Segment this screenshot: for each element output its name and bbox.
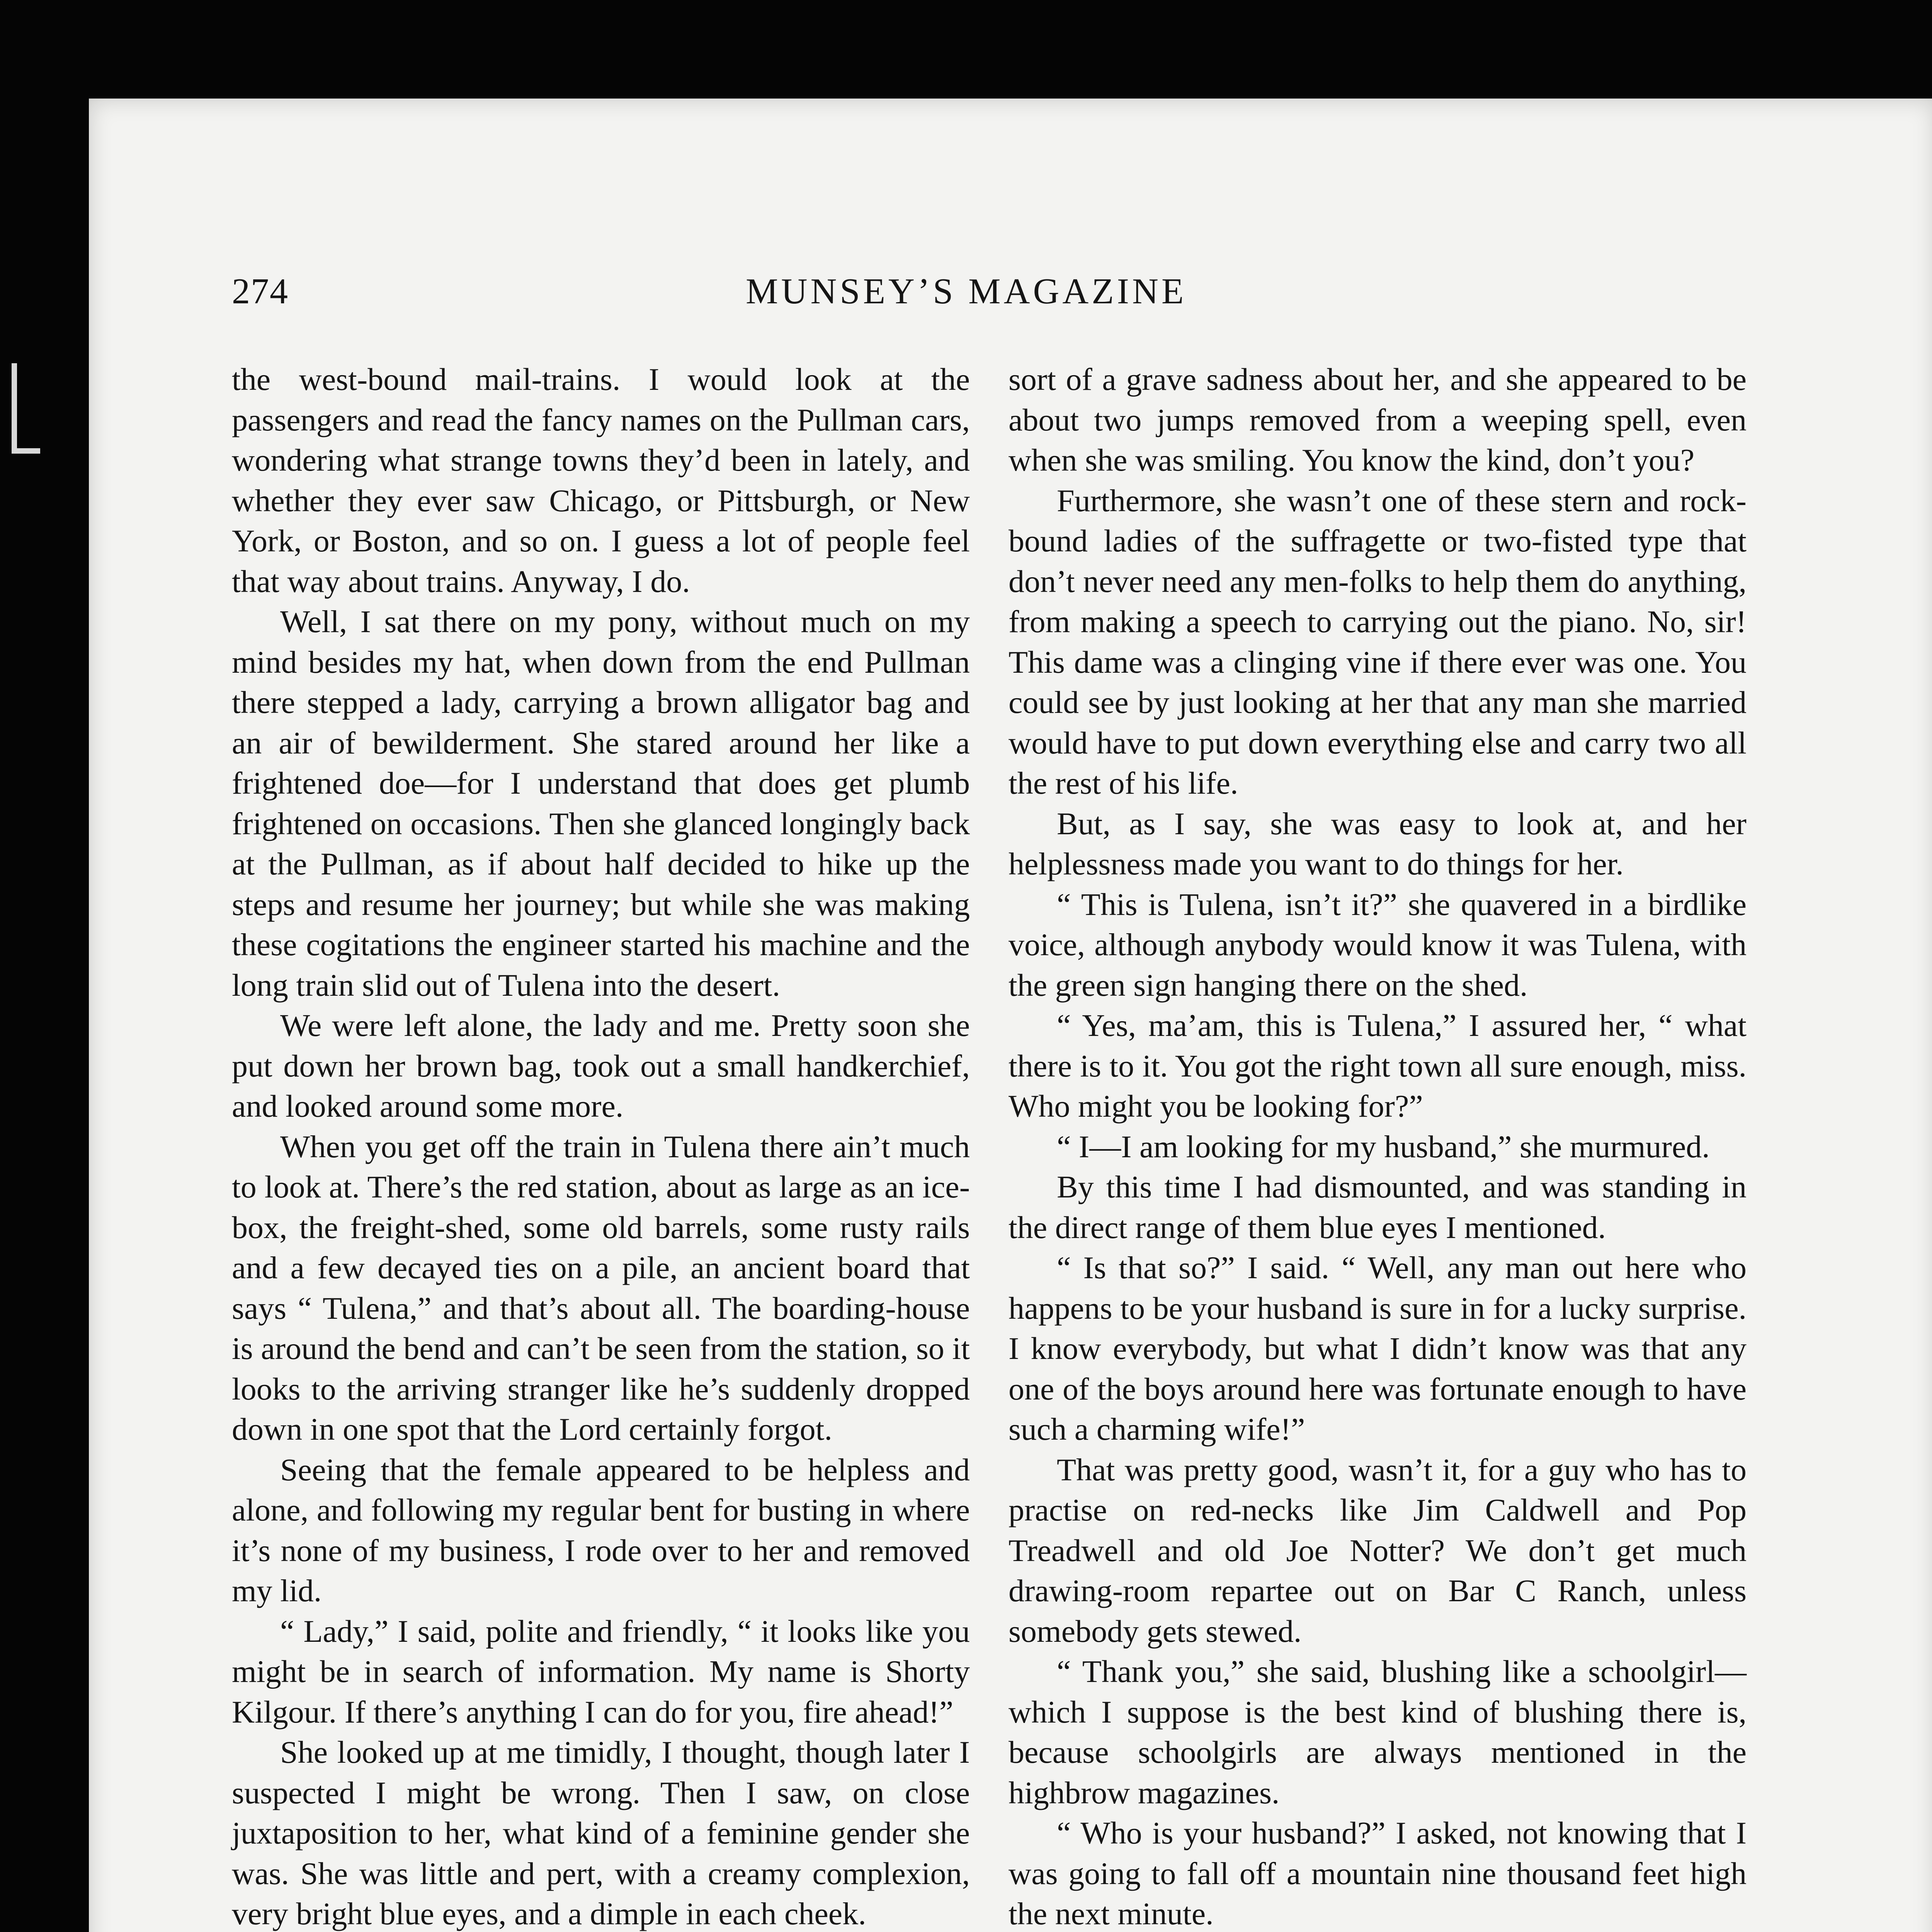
paragraph: She looked up at me timidly, I thought, though later I suspected I might be wrong. Then I saw, on close juxtaposition to her, what kind of a feminine gender she was. She was little and pert, with a creamy complexion, very bright blue eyes, and a dimple in each cheek. <box>232 1735 970 1931</box>
paragraph: “ Is that so?” I said. “ Well, any man out here who happens to be your husband is sure in for a lucky surprise. I know everybody, but what I didn’t know was that any one of the boys around here was fortunate enough to have such a charming wife!” <box>1009 1250 1747 1447</box>
paragraph: “ Yes, ma’am, this is Tulena,” I assured her, “ what there is to it. You got the right town all sure enough, miss. Who might you be looking for?” <box>1009 1008 1747 1124</box>
paragraph: But, as I say, she was easy to look at, and her helplessness made you want to do things for her. <box>1009 806 1747 881</box>
paragraph: “ Lady,” I said, polite and friendly, “ it looks like you might be in search of information. My name is Shorty Kilgour. If there’s anything I can do for you, fire ahead!” <box>232 1613 970 1730</box>
paragraph: Seeing that the female appeared to be helpless and alone, and following my regular bent for busting in where it’s none of my business, I rode over to her and removed my lid. <box>232 1452 970 1608</box>
paragraph: “ Thank you,” she said, blushing like a schoolgirl—which I suppose is the best kind of blushing there is, because schoolgirls are always mentioned in the highbrow magazines. <box>1009 1654 1747 1810</box>
left-text-column <box>232 359 970 1932</box>
paragraph: “ Who is your husband?” I asked, not knowing that I was going to fall off a mountain nine thousand feet high the next minute. <box>1009 1815 1747 1931</box>
page-number: 274 <box>232 271 289 311</box>
magazine-title: MUNSEY’S MAGAZINE <box>746 271 1187 311</box>
right-text-column <box>1009 359 1747 1932</box>
scan-edge-mark <box>12 363 40 454</box>
paragraph: That was pretty good, wasn’t it, for a guy who has to practise on red-necks like Jim Caldwell and Pop Treadwell and old Joe Notter? We don’t get much drawing-room repartee out on Bar C Ranch, unless somebody gets stewed. <box>1009 1452 1747 1649</box>
paragraph: We were left alone, the lady and me. Pretty soon she put down her brown bag, took out a small handkerchief, and looked around some more. <box>232 1008 970 1124</box>
paragraph: the west-bound mail-trains. I would look at the passengers and read the fancy names on the Pullman cars, wondering what strange towns they’d been in lately, and whether they ever saw Chicago, or Pittsburgh, or New York, or Boston, and so on. I guess a lot of people feel that way about trains. Anyway, I do. <box>232 362 970 599</box>
paragraph: When you get off the train in Tulena there ain’t much to look at. There’s the red station, about as large as an ice-box, the freight-shed, some old barrels, some rusty rails and a few decayed ties on a pile, an ancient board that says “ Tulena,” and that’s about all. The boarding-house is around the bend and can’t be seen from the station, so it looks to the arriving stranger like he’s suddenly dropped down in one spot that the Lord certainly forgot. <box>232 1129 970 1447</box>
paragraph: By this time I had dismounted, and was standing in the direct range of them blue eyes I mentioned. <box>1009 1169 1747 1245</box>
paragraph: Well, I sat there on my pony, without much on my mind besides my hat, when down from the end Pullman there stepped a lady, carrying a brown alligator bag and an air of bewilderment. She stared around her like a frightened doe—for I understand that does get plumb frightened on occasions. Then she glanced longingly back at the Pullman, as if about half decided to hike up the steps and resume her journey; but while she was making these cogitations the engineer started his machine and the long train slid out of Tulena into the desert. <box>232 604 970 1003</box>
paragraph: “ I—I am looking for my husband,” she murmured. <box>1057 1129 1710 1164</box>
running-header <box>232 270 1785 317</box>
paragraph: sort of a grave sadness about her, and she appeared to be about two jumps removed from a weeping spell, even when she was smiling. You know the kind, don’t you? <box>1009 362 1747 478</box>
paragraph: Furthermore, she wasn’t one of these stern and rock-bound ladies of the suffragette or two-fisted type that don’t never need any men-folks to help them do anything, from making a speech to carrying out the piano. No, sir! This dame was a clinging vine if there ever was one. You could see by just looking at her that any man she married would have to put down everything else and carry two all the rest of his life. <box>1009 483 1747 801</box>
paragraph: “ This is Tulena, isn’t it?” she quavered in a birdlike voice, although anybody would know it was Tulena, with the green sign hanging there on the shed. <box>1009 886 1747 1003</box>
